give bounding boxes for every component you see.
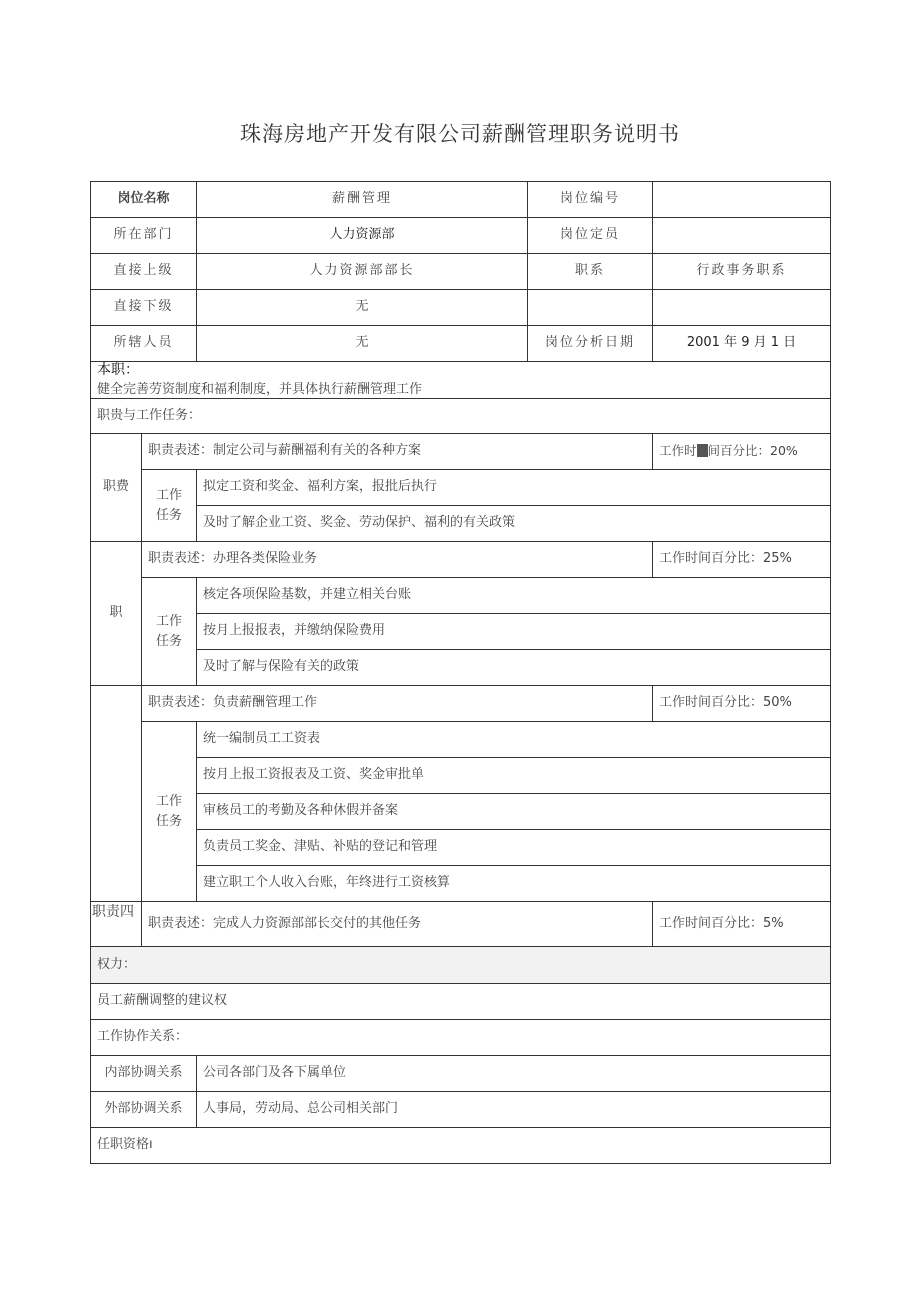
headcount-label: 岗位定员 <box>528 218 653 254</box>
managed-label: 所辖人员 <box>91 326 197 362</box>
external-relations-label: 外部协调关系 <box>91 1092 197 1128</box>
job-family-label: 职系 <box>528 254 653 290</box>
authority-text: 员工薪酬调整的建议权 <box>91 984 831 1020</box>
duty-1-task-1: 拟定工资和奖金、福利方案，报批后执行 <box>197 470 831 506</box>
analysis-date-label: 岗位分析日期 <box>528 326 653 362</box>
duty-3-description: 职责表述：负责薪酬管理工作 <box>142 686 653 722</box>
job-description-table <box>90 181 831 1164</box>
managed-value: 无 <box>197 326 528 362</box>
internal-relations-label: 内部协调关系 <box>91 1056 197 1092</box>
headcount-value <box>653 218 831 254</box>
duty-3-percentage: 工作时间百分比：50% <box>653 686 831 722</box>
subordinate-value: 无 <box>197 290 528 326</box>
subordinate-label: 直接下级 <box>91 290 197 326</box>
external-relations-value: 人事局，劳动局、总公司相关部门 <box>197 1092 831 1128</box>
duty-1-percentage: 工作时 间百分比：20% <box>653 434 831 470</box>
authority-label: 权力： <box>91 947 831 984</box>
empty-cell <box>653 290 831 326</box>
duty-2-task-label: 工作 任务 <box>142 578 197 686</box>
duty-2-description: 职责表述：办理各类保险业务 <box>142 542 653 578</box>
analysis-date-value: 2001 年 9 月 1 日 <box>653 326 831 362</box>
duty-1-task-2: 及时了解企业工资、奖金、劳动保护、福利的有关政策 <box>197 506 831 542</box>
duty-1-description: 职责表述：制定公司与薪酬福利有关的各种方案 <box>142 434 653 470</box>
internal-relations-value: 公司各部门及各下属单位 <box>197 1056 831 1092</box>
position-name-label: 岗位名称 <box>91 182 197 218</box>
duty-2-task-3: 及时了解与保险有关的政策 <box>197 650 831 686</box>
summary-cell <box>91 362 831 399</box>
duty-2-percentage: 工作时间百分比：25% <box>653 542 831 578</box>
duty-4-description: 职责表述：完成人力资源部部长交付的其他任务 <box>142 902 653 947</box>
department-value: 人力资源部 <box>197 218 528 254</box>
duty-3-task-3: 审核员工的考勤及各种休假并备案 <box>197 794 831 830</box>
redaction-block-icon <box>697 444 708 457</box>
summary-text: 健全完善劳资制度和福利制度，并具体执行薪酬管理工作 <box>97 381 423 397</box>
duty-2-task-1: 核定各项保险基数，并建立相关台账 <box>197 578 831 614</box>
page-title: 珠海房地产开发有限公司薪酬管理职务说明书 <box>240 122 680 146</box>
department-label: 所在部门 <box>91 218 197 254</box>
duty-1-side-label: 职费 <box>91 434 142 542</box>
duty-4-percentage: 工作时间百分比：5% <box>653 902 831 947</box>
empty-cell <box>528 290 653 326</box>
duty-1-task-label: 工作 任务 <box>142 470 197 542</box>
duty-3-side-label <box>91 686 142 902</box>
position-code-label: 岗位编号 <box>528 182 653 218</box>
job-family-value: 行政事务职系 <box>653 254 831 290</box>
relations-label: 工作协作关系： <box>91 1020 831 1056</box>
position-code-value <box>653 182 831 218</box>
duty-3-task-4: 负责员工奖金、津贴、补贴的登记和管理 <box>197 830 831 866</box>
duty-3-task-2: 按月上报工资报表及工资、奖金审批单 <box>197 758 831 794</box>
duty-3-task-5: 建立职工个人收入台账，年终进行工资核算 <box>197 866 831 902</box>
duty-2-task-2: 按月上报报表，并缴纳保险费用 <box>197 614 831 650</box>
superior-label: 直接上级 <box>91 254 197 290</box>
duty-3-task-label: 工作 任务 <box>142 722 197 902</box>
position-name-value: 薪酬管理 <box>197 182 528 218</box>
duties-header: 职贵与工作任务： <box>91 399 831 434</box>
duty-2-side-label: 职 <box>91 542 142 686</box>
summary-label: 本职： <box>97 362 139 379</box>
duty-3-task-1: 统一编制员工工资表 <box>197 722 831 758</box>
superior-value: 人力资源部部长 <box>197 254 528 290</box>
qualification-label: 任职资格ı <box>91 1128 831 1164</box>
duty-4-side-label: 职责四 <box>91 902 142 947</box>
